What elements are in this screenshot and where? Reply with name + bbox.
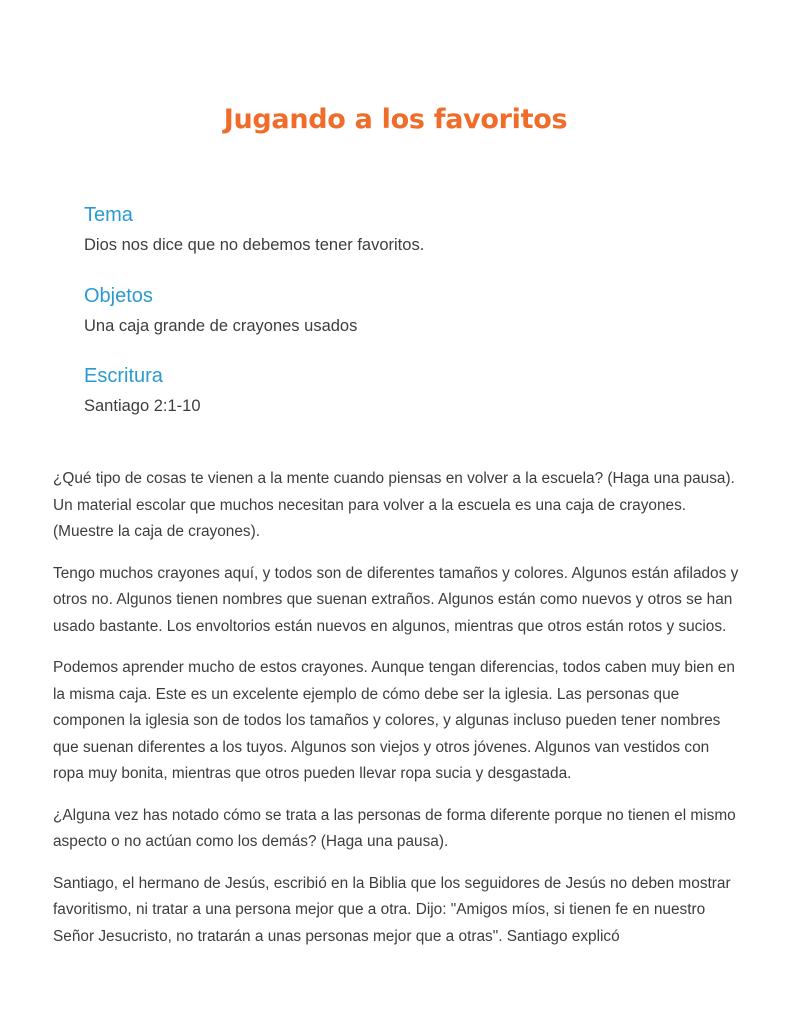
section-escritura [84,363,724,417]
body-paragraph: Santiago, el hermano de Jesús, escribió en la Biblia que los seguidores de Jesús no deben mostrar favoritismo, ni tratar a una persona mejor que a otra. Dijo: "Amigos míos, si tienen fe en nuestro Señor Jesucristo, no tratarán a unas personas mejor que a otras". Santiago explicó [53,874,731,945]
body-paragraph: ¿Qué tipo de cosas te vienen a la mente cuando piensas en volver a la escuela? (Haga una pausa). Un material escolar que muchos necesitan para volver a la escuela es una caja de crayones. (Muestre la caja de crayones). [53,470,735,540]
section-tema [84,202,724,256]
body-paragraph: Podemos aprender mucho de estos crayones. Aunque tengan diferencias, todos caben muy bien en la misma caja. Este es un excelente ejemplo de cómo debe ser la iglesia. Las personas que componen la iglesia son de todos los tamaños y colores, y algunas incluso pueden tener nombres que suenan diferentes a los tuyos. Algunos son viejos y otros jóvenes. Algunos van vestidos con ropa muy bonita, mientras que otros pueden llevar ropa sucia y desgastada. [53,659,735,782]
body-text [53,466,743,965]
body-paragraph: Tengo muchos crayones aquí, y todos son de diferentes tamaños y colores. Algunos están afilados y otros no. Algunos tienen nombres que suenan extraños. Algunos están como nuevos y otros se han usado bastante. Los envoltorios están nuevos en algunos, mientras que otros están rotos y sucios. [53,564,739,635]
section-heading-escritura: Escritura [84,365,163,387]
section-text-objetos: Una caja grande de crayones usados [84,317,358,335]
section-heading-tema: Tema [84,204,133,226]
body-paragraph: ¿Alguna vez has notado cómo se trata a las personas de forma diferente porque no tienen el mismo aspecto o no actúan como los demás? (Haga una pausa). [53,806,736,850]
section-heading-objetos: Objetos [84,285,153,307]
section-text-escritura: Santiago 2:1-10 [84,397,201,415]
section-text-tema: Dios nos dice que no debemos tener favoritos. [84,236,425,254]
section-objetos [84,283,724,337]
page-title: Jugando a los favoritos [223,104,568,135]
